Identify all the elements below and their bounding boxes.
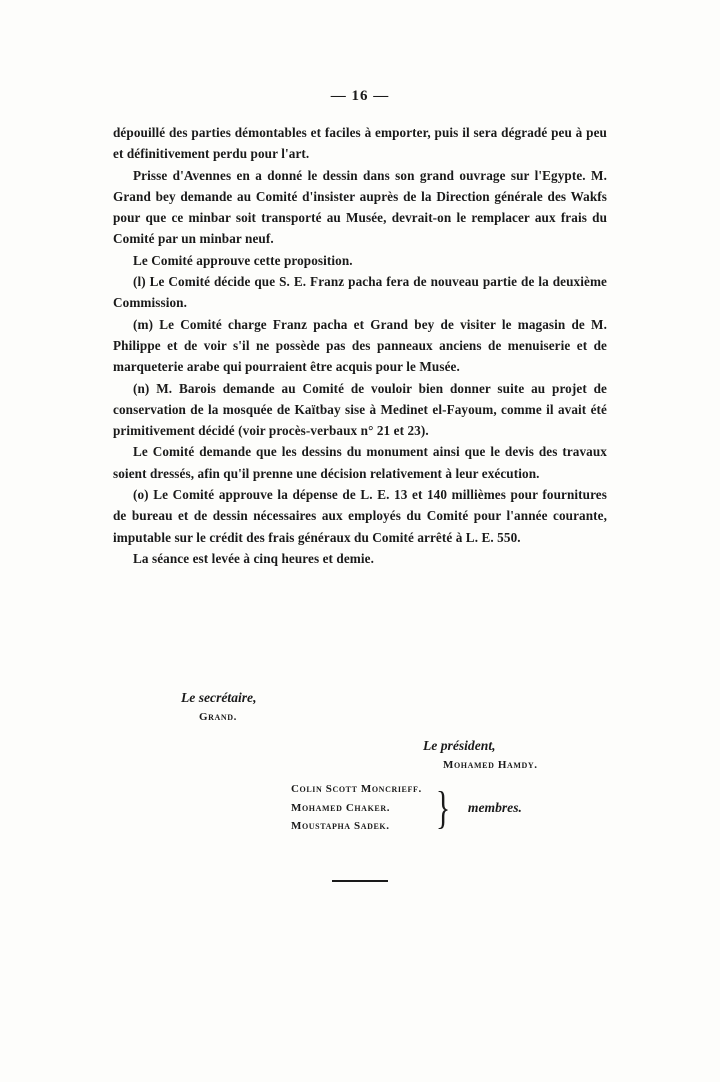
member-name: Mohamed Chaker. xyxy=(291,801,391,814)
president-role: Le président, xyxy=(423,738,496,753)
president-name: Mohamed Hamdy. xyxy=(443,759,538,771)
secretary-name: Grand. xyxy=(199,711,238,723)
page-number: — 16 — xyxy=(330,88,390,104)
brace-glyph: } xyxy=(435,781,451,833)
member-name: Colin Scott Moncrieff. xyxy=(291,783,422,795)
members-label: membres. xyxy=(467,799,522,815)
paragraph: Prisse d'Avennes en a donné le dessin dans son grand ouvrage sur l'Egypte. M. Grand bey demande au Comité d'insister auprès de la Direction générale des Wakfs pour que ce minbar soit transporté au Musée, devrait-on le remplacer aux frais du Comité par un minbar neuf. xyxy=(113,167,607,247)
members-names xyxy=(291,780,422,836)
paragraph: (o) Le Comité approuve la dépense de L. E. 13 et 140 millièmes pour fournitures de bureau et de dessin nécessaires aux employés du Comité pour l'année courante, imputable sur le crédit des frais généraux du Comité arrêté à L. E. 550. xyxy=(113,487,607,545)
secretary-role: Le secrétaire, xyxy=(181,690,257,705)
paragraph: Le Comité approuve cette proposition. xyxy=(133,252,353,268)
paragraph: (m) Le Comité charge Franz pacha et Grand bey de visiter le magasin de M. Philippe et de voir s'il ne possède pas des panneaux anciens de menuiserie et de marqueterie arabe qui pourraient être acquis pour le Musée. xyxy=(113,316,607,375)
paragraph: Le Comité demande que les dessins du monument ainsi que le devis des travaux soient dressés, afin qu'il prenne une décision relativement à leur exécution. xyxy=(113,444,607,481)
member-name: Moustapha Sadek. xyxy=(291,820,390,832)
paragraph: dépouillé des parties démontables et faciles à emporter, puis il sera dégradé peu à peu et définitivement perdu pour l'art. xyxy=(113,125,607,162)
members-signature-group xyxy=(291,780,522,836)
horizontal-rule xyxy=(332,880,388,882)
secretary-signature xyxy=(181,690,257,723)
body-text xyxy=(113,122,607,569)
paragraph: La séance est levée à cinq heures et demie. xyxy=(133,550,375,566)
paragraph: (n) M. Barois demande au Comité de vouloir bien donner suite au projet de conservation de la mosquée de Kaïtbay sise à Medinet el-Fayoum, comme il avait été primitivement décidé (voir procès-verbaux n° 21 et 23). xyxy=(113,380,607,439)
paragraph: (l) Le Comité décide que S. E. Franz pacha fera de nouveau partie de la deuxième Commission. xyxy=(113,274,607,311)
president-signature xyxy=(423,738,538,771)
